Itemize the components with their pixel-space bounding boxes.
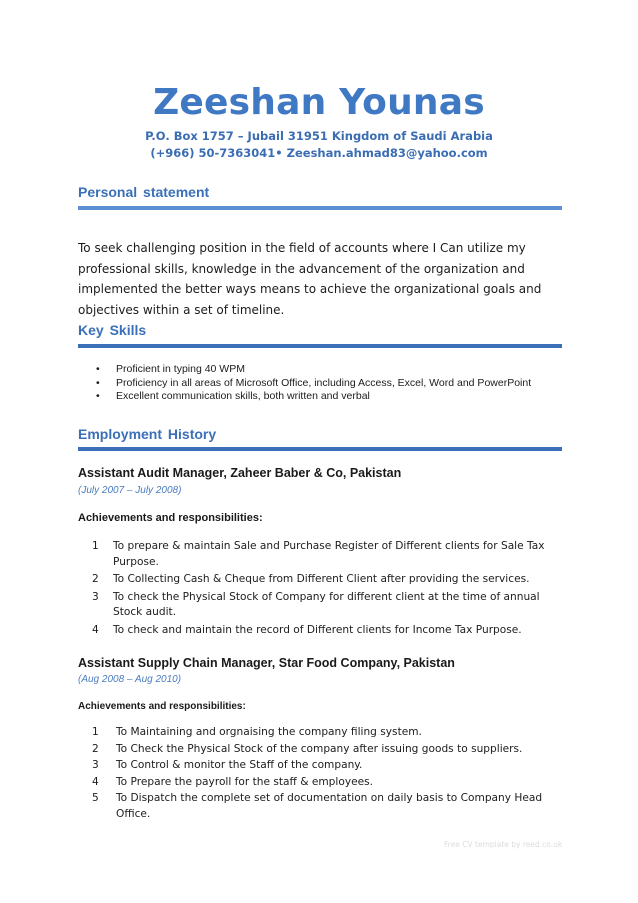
- job-dates: (July 2007 – July 2008): [78, 485, 182, 496]
- employment-history-heading: Employment History: [78, 426, 217, 442]
- candidate-name: Zeeshan Younas: [153, 82, 485, 123]
- job-tasks-list: [92, 539, 552, 640]
- bullet-icon: •: [96, 376, 100, 389]
- address-line: P.O. Box 1757 – Jubail 31951 Kingdom of Saudi Arabia: [145, 129, 493, 143]
- section-divider: [78, 447, 562, 451]
- skill-item: • Proficient in typing 40 WPM: [96, 363, 245, 375]
- skills-list: [96, 363, 531, 404]
- task-item: 5 To Dispatch the complete set of documentation on daily basis to Company Head Office.: [92, 792, 543, 820]
- section-divider: [78, 206, 562, 210]
- skill-item: • Excellent communication skills, both written and verbal: [96, 390, 370, 402]
- footer-watermark: Free CV template by reed.co.uk: [444, 840, 563, 849]
- task-item: 4 To check and maintain the record of Different clients for Income Tax Purpose.: [92, 623, 522, 636]
- achievements-label: Achievements and responsibilities:: [78, 512, 263, 524]
- contact-line: (+966) 50-7363041• Zeeshan.ahmad83@yahoo.com: [150, 146, 488, 160]
- job-title: Assistant Supply Chain Manager, Star Food Company, Pakistan: [78, 656, 455, 670]
- task-item: 4 To Prepare the payroll for the staff & employees.: [92, 775, 374, 788]
- task-item: 1 To prepare & maintain Sale and Purchase Register of Different clients for Sale Tax Purpose.: [92, 540, 545, 568]
- skill-item: • Proficiency in all areas of Microsoft Office, including Access, Excel, Word and PowerPoint: [96, 376, 532, 389]
- achievements-label: Achievements and responsibilities:: [78, 701, 246, 712]
- personal-statement-heading: Personal statement: [78, 184, 210, 200]
- bullet-icon: •: [96, 390, 100, 402]
- job-tasks-list: [92, 725, 552, 823]
- key-skills-heading: Key Skills: [78, 322, 147, 338]
- task-item: 1 To Maintaining and orgnaising the company filing system.: [92, 726, 422, 738]
- task-item: 3 To Control & monitor the Staff of the company.: [92, 759, 363, 771]
- job-title: Assistant Audit Manager, Zaheer Baber & Co, Pakistan: [78, 466, 402, 480]
- bullet-icon: •: [96, 363, 100, 375]
- personal-statement-text: To seek challenging position in the field of accounts where I Can utilize my professional skills, knowledge in the advancement of the organization and implemented the better ways means to achieve the organizational goals and objectives within a set of timeline.: [78, 241, 542, 317]
- task-item: 2 To Check the Physical Stock of the company after issuing goods to suppliers.: [92, 742, 523, 755]
- task-item: 2 To Collecting Cash & Cheque from Different Client after providing the services.: [92, 573, 530, 585]
- task-item: 3 To check the Physical Stock of Company for different client at the time of annual Stock audit.: [92, 590, 540, 618]
- section-divider: [78, 344, 562, 348]
- job-dates: (Aug 2008 – Aug 2010): [78, 674, 182, 685]
